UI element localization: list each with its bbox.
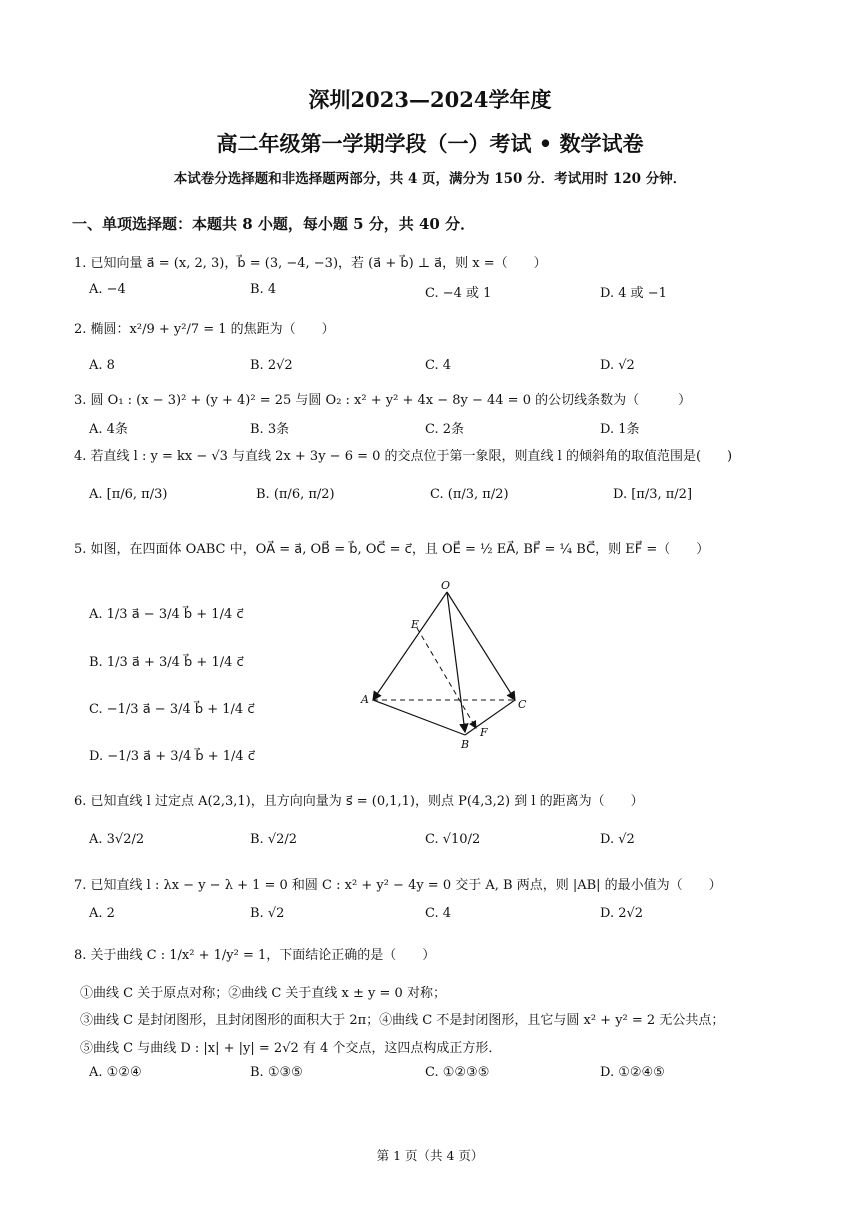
edge-ab [373, 700, 465, 735]
q3-option-b: B. 3条 [250, 422, 290, 437]
question-4-stem: 4. 若直线 l : y = kx − √3 与直线 2x + 3y − 6 = 0 的交点位于第一象限，则直线 l 的倾斜角的取值范围是( ) [74, 449, 733, 464]
edge-oa [373, 592, 447, 700]
q4-option-b: B. (π/6, π/2) [256, 487, 335, 502]
q7-option-a: A. 2 [89, 906, 115, 921]
question-1-stem: 1. 已知向量 a⃗ = (x, 2, 3)，b⃗ = (3, −4, −3)，若 (a⃗ + b⃗) ⊥ a⃗，则 x =（ ） [74, 256, 547, 271]
q6-option-c: C. √10/2 [425, 832, 481, 847]
question-3-stem: 3. 圆 O₁ : (x − 3)² + (y + 4)² = 25 与圆 O₂ : x² + y² + 4x − 8y − 44 = 0 的公切线条数为（ ） [74, 393, 692, 408]
label-o: O [441, 580, 451, 592]
question-2-stem: 2. 椭圆：x²/9 + y²/7 = 1 的焦距为（ ） [74, 322, 335, 337]
q1-option-d: D. 4 或 −1 [600, 286, 667, 301]
q2-option-a: A. 8 [89, 358, 115, 373]
label-c: C [518, 698, 527, 711]
exam-intro: 本试卷分选择题和非选择题两部分，共 4 页，满分为 150 分．考试用时 120 分钟． [173, 171, 687, 187]
edge-bc [465, 700, 515, 735]
q6-option-b: B. √2/2 [250, 832, 298, 847]
q1-option-c: C. −4 或 1 [425, 286, 492, 301]
q8-statement-line-1: ①曲线 C 关于原点对称；②曲线 C 关于直线 x ± y = 0 对称； [80, 986, 446, 1001]
q8-option-c: C. ①②③⑤ [425, 1065, 490, 1080]
edge-oc [447, 592, 515, 700]
label-b: B [461, 738, 470, 750]
q7-option-d: D. 2√2 [600, 906, 644, 921]
q8-option-d: D. ①②④⑤ [600, 1065, 665, 1080]
q2-option-d: D. √2 [600, 358, 635, 373]
label-f: F [480, 726, 488, 739]
q8-statement-line-2: ③曲线 C 是封闭图形，且封闭图形的面积大于 2π；④曲线 C 不是封闭图形，且它与圆 x² + y² = 2 无公共点； [80, 1013, 725, 1028]
q6-option-d: D. √2 [600, 832, 635, 847]
q8-option-b: B. ①③⑤ [250, 1065, 303, 1080]
q5-option-a: A. 1/3 a⃗ − 3/4 b⃗ + 1/4 c⃗ [89, 607, 244, 622]
exam-subtitle: 高二年级第一学期学段（一）考试 • 数学试卷 [216, 131, 644, 156]
q4-option-a: A. [π/6, π/3) [89, 487, 168, 502]
q6-option-a: A. 3√2/2 [89, 832, 145, 847]
q5-option-b: B. 1/3 a⃗ + 3/4 b⃗ + 1/4 c⃗ [89, 655, 244, 670]
exam-title: 深圳2023—2024学年度 [308, 87, 552, 112]
q3-option-d: D. 1条 [600, 422, 640, 437]
label-a: A [361, 693, 369, 706]
question-7-stem: 7. 已知直线 l : λx − y − λ + 1 = 0 和圆 C : x² + y² − 4y = 0 交于 A, B 两点，则 |AB| 的最小值为（ ） [74, 878, 722, 893]
q5-option-d: D. −1/3 a⃗ + 3/4 b⃗ + 1/4 c⃗ [89, 749, 255, 764]
question-8-stem: 8. 关于曲线 C : 1/x² + 1/y² = 1，下面结论正确的是（ ） [74, 948, 436, 963]
q7-option-c: C. 4 [425, 906, 452, 921]
q1-option-a: A. −4 [89, 282, 126, 297]
tetrahedron-figure [355, 580, 535, 750]
q5-option-c: C. −1/3 a⃗ − 3/4 b⃗ + 1/4 c⃗ [89, 702, 255, 717]
section-heading: 一、单项选择题：本题共 8 小题，每小题 5 分，共 40 分． [72, 215, 476, 233]
label-e: E [411, 618, 420, 631]
edge-ob [447, 592, 465, 732]
vector-ef [417, 628, 476, 728]
q8-statement-line-3: ⑤曲线 C 与曲线 D : |x| + |y| = 2√2 有 4 个交点，这四点构成正方形． [80, 1041, 502, 1056]
q4-option-c: C. (π/3, π/2) [430, 487, 509, 502]
q1-option-b: B. 4 [250, 282, 277, 297]
question-5-stem: 5. 如图，在四面体 OABC 中，OA⃗ = a⃗, OB⃗ = b⃗, OC⃗ = c⃗，且 OE⃗ = ½ EA⃗, BF⃗ = ¼ BC⃗，则 EF⃗ =（ ） [74, 542, 710, 557]
page-footer: 第 1 页（共 4 页） [376, 1148, 484, 1163]
q4-option-d: D. [π/3, π/2] [613, 487, 693, 502]
q7-option-b: B. √2 [250, 906, 285, 921]
q3-option-c: C. 2条 [425, 422, 465, 437]
question-6-stem: 6. 已知直线 l 过定点 A(2,3,1)，且方向向量为 s⃗ = (0,1,1)，则点 P(4,3,2) 到 l 的距离为（ ） [74, 794, 644, 809]
q8-option-a: A. ①②④ [89, 1065, 142, 1080]
q2-option-b: B. 2√2 [250, 358, 293, 373]
q2-option-c: C. 4 [425, 358, 452, 373]
q3-option-a: A. 4条 [89, 422, 128, 437]
